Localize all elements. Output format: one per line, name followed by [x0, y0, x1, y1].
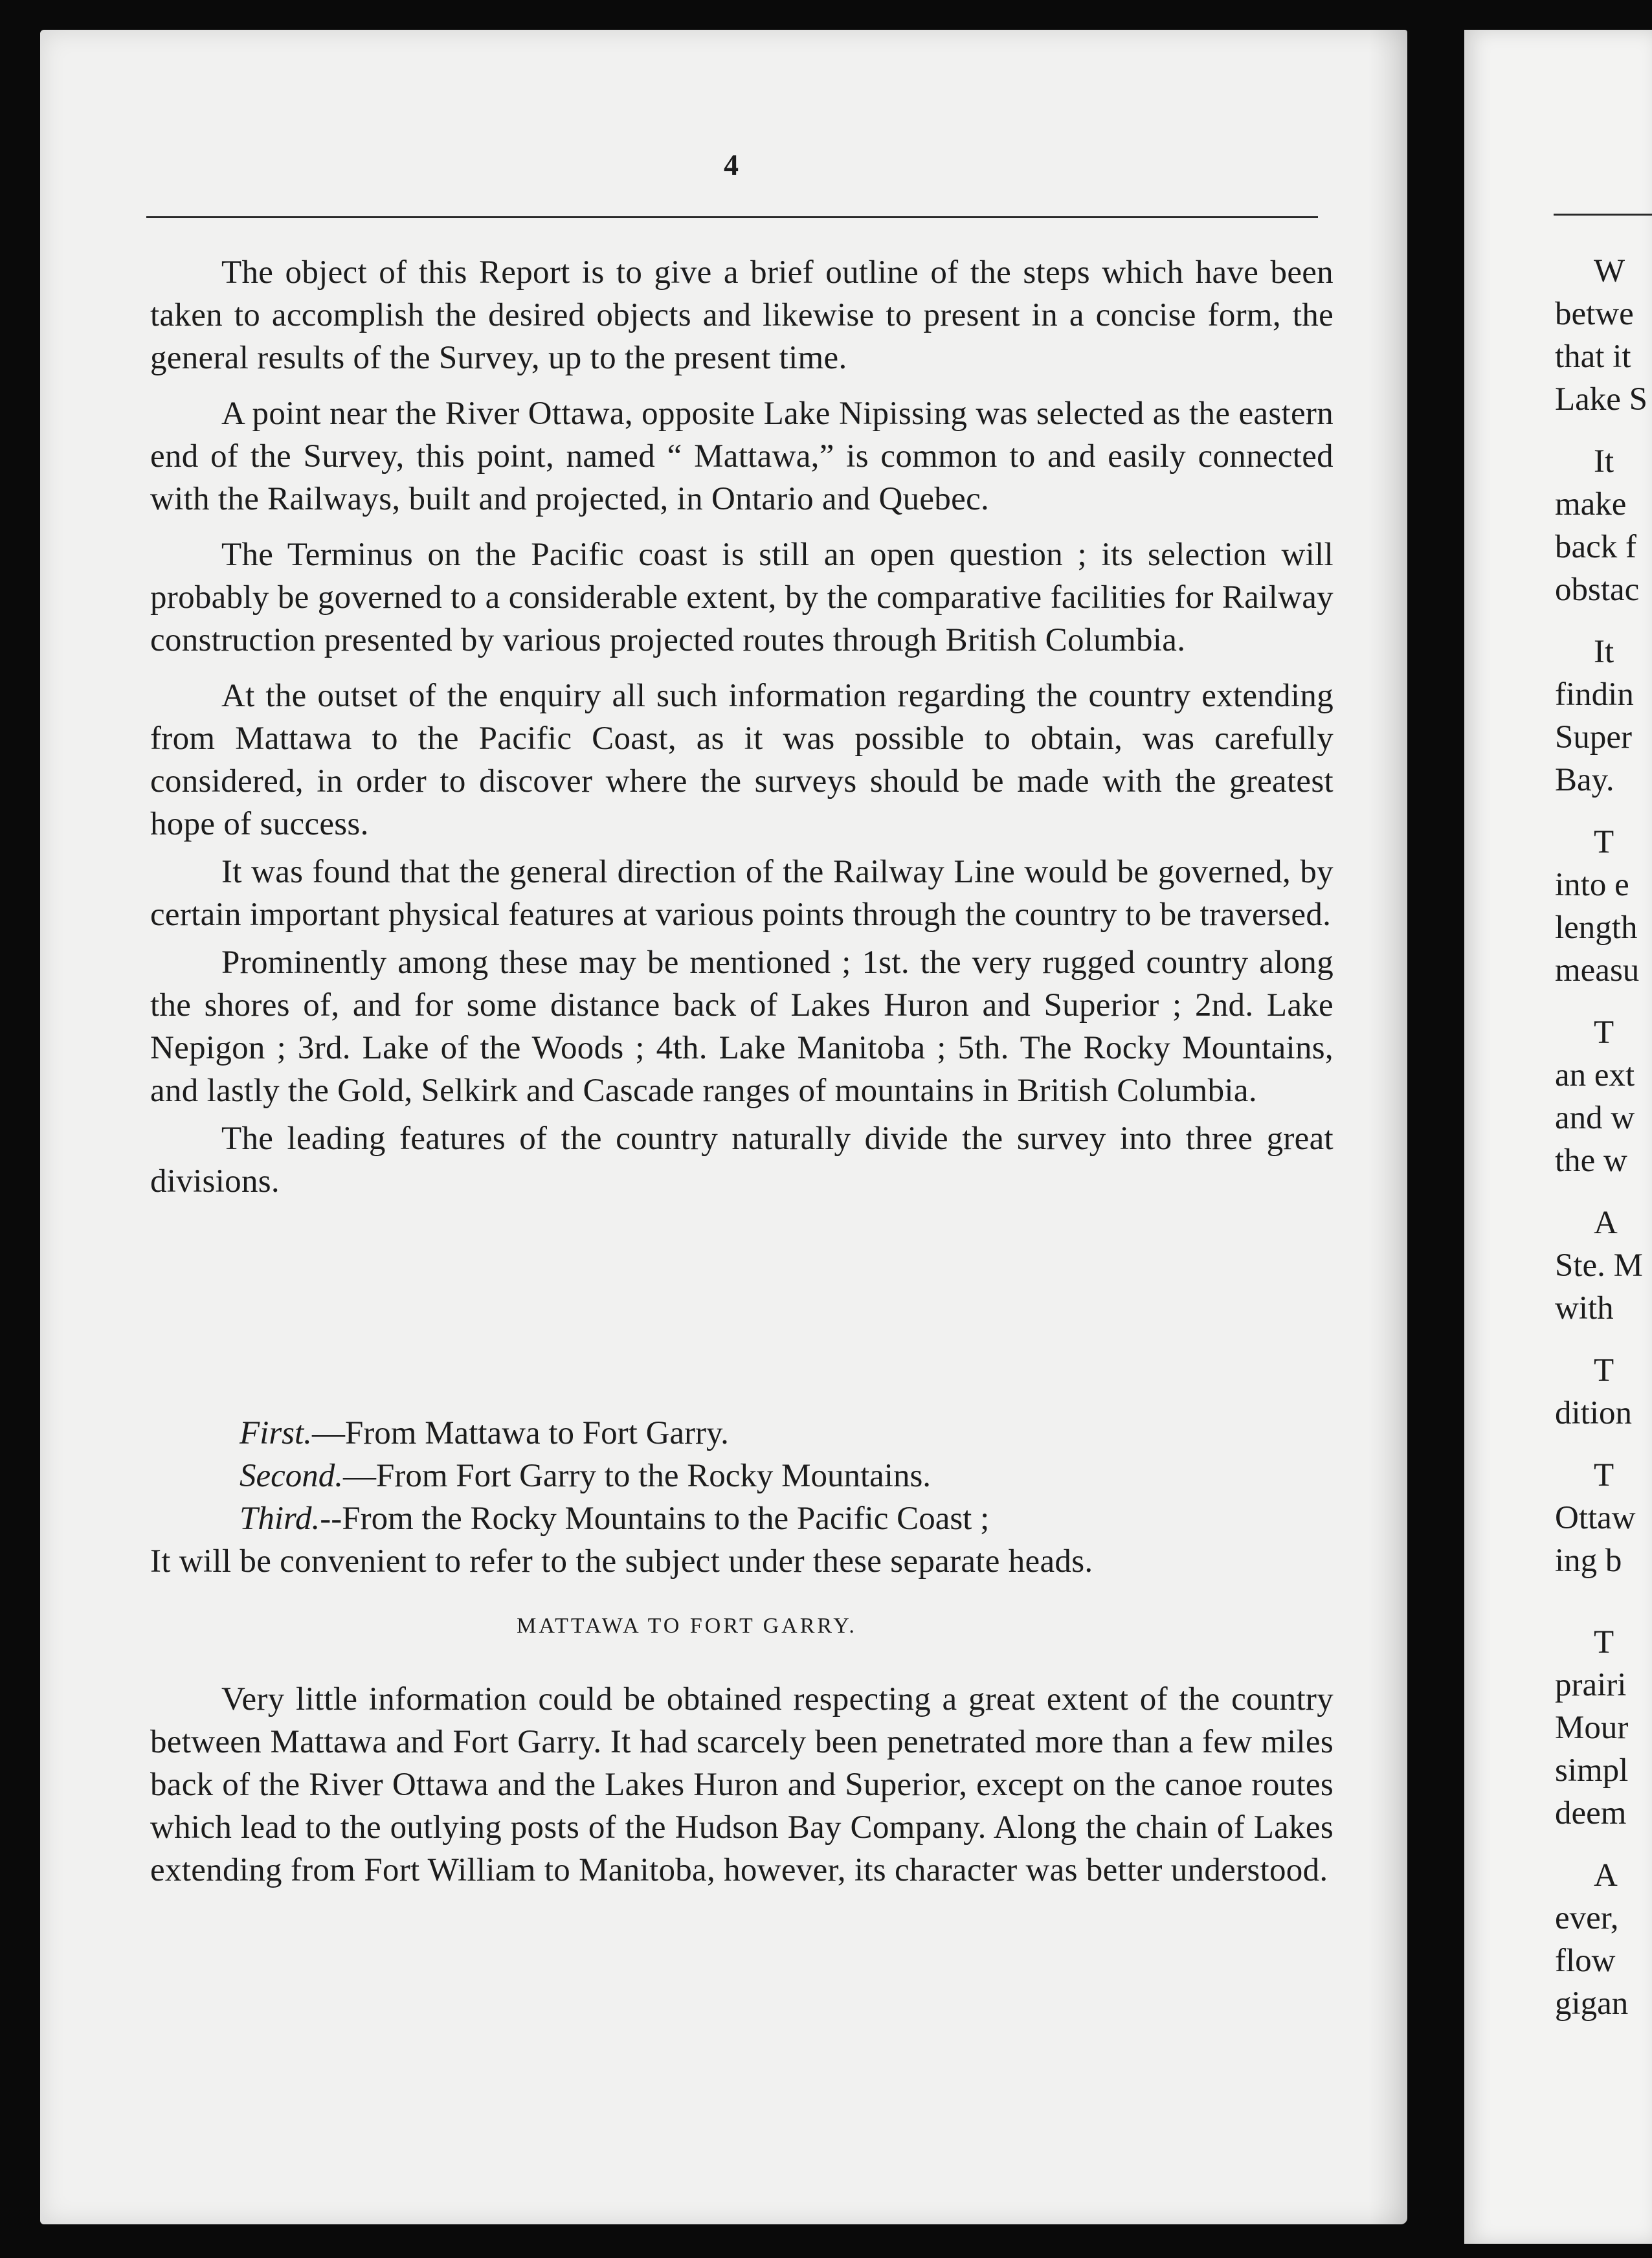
- body-text-bottom: [150, 1678, 1334, 1892]
- right-page-line: T: [1594, 1352, 1614, 1389]
- paragraph-gap: [1555, 1182, 1647, 1202]
- right-page-line: It: [1594, 443, 1614, 480]
- right-page-line: dition: [1555, 1395, 1633, 1431]
- right-page-line: findin: [1555, 676, 1634, 713]
- right-page-line: length: [1555, 910, 1638, 946]
- right-page-line: flow: [1555, 1943, 1616, 1979]
- right-page-line: measu: [1555, 952, 1640, 989]
- paragraph-8: Very little information could be obtained respecting a great extent of the country between Mattawa and Fort Garry. It had scarcely been penetrated more than a few miles back of the River Ottawa and the Lakes Huron and Superior, except on the canoe routes which lead to the outlying posts of the Hudson Bay Company. Along the chain of Lakes extending from Fort William to Manitoba, however, its character was better understood.: [150, 1681, 1334, 1888]
- closing-line: [150, 1540, 1334, 1583]
- right-page-line: betwe: [1555, 296, 1634, 332]
- right-page-line: A: [1594, 1205, 1618, 1241]
- right-page-line: T: [1594, 1014, 1614, 1051]
- right-page-line: into e: [1555, 867, 1629, 903]
- paragraph-gap: [1555, 421, 1647, 440]
- paragraph-4: At the outset of the enquiry all such information regarding the country extending from Mattawa to the Pacific Coast, as it was possible to obtain, was carefully considered, in order to discover where the surveys should be made with the greatest hope of success.: [150, 678, 1334, 842]
- paragraph-gap: [1555, 1582, 1647, 1621]
- right-page-line: with: [1555, 1290, 1614, 1326]
- division-third: [240, 1497, 989, 1540]
- division-lead: First.: [240, 1415, 312, 1451]
- right-page-line: Bay.: [1555, 762, 1614, 798]
- right-page-line: the w: [1555, 1143, 1627, 1179]
- section-heading-text: MATTAWA TO FORT GARRY.: [517, 1614, 857, 1638]
- paragraph-gap: [1555, 1330, 1647, 1349]
- division-first: [240, 1412, 729, 1455]
- right-page-line: Ottaw: [1555, 1500, 1636, 1536]
- right-page-line: back f: [1555, 529, 1637, 565]
- right-page-line: T: [1594, 824, 1614, 860]
- right-page-line: make: [1555, 486, 1627, 522]
- right-page-line: Super: [1555, 719, 1632, 755]
- paragraph-3: The Terminus on the Pacific coast is still an open question ; its selection will probably be governed to a considerable extent, by the comparative facilities for Railway construction presented by various projected routes through British Columbia.: [150, 537, 1334, 658]
- right-page-line: gigan: [1555, 1985, 1629, 2022]
- division-lead: Third.: [240, 1501, 320, 1537]
- header-rule: [146, 216, 1318, 218]
- page-number: 4: [724, 148, 739, 181]
- paragraph-gap: [1555, 992, 1647, 1011]
- paragraph-6: Prominently among these may be mentioned ; 1st. the very rugged country along the shores of, and for some distance back of Lakes Huron and Superior ; 2nd. Lake Nepigon ; 3rd. Lake of the Woods ; 4th. Lake Manitoba ; 5th. The Rocky Mountains, and lastly the Gold, Selkirk and Cascade ranges of mountains in British Columbia.: [150, 945, 1334, 1109]
- section-heading: [0, 1614, 1652, 1638]
- right-page-line: A: [1594, 1857, 1618, 1894]
- right-page-line: that it: [1555, 339, 1631, 375]
- right-page-line: simpl: [1555, 1752, 1629, 1789]
- right-page-line: an ext: [1555, 1057, 1635, 1093]
- paragraph-1: The object of this Report is to give a brief outline of the steps which have been taken to accomplish the desired objects and likewise to present in a concise form, the general results of the Survey, up to the present time.: [150, 254, 1334, 376]
- right-page-line: Lake S: [1555, 381, 1648, 418]
- right-page-line: T: [1594, 1457, 1614, 1493]
- paragraph-gap: [1555, 1435, 1647, 1454]
- division-text: —From Fort Garry to the Rocky Mountains.: [343, 1458, 932, 1494]
- right-page-line: prairi: [1555, 1667, 1627, 1703]
- right-header-rule: [1554, 214, 1652, 216]
- right-page-line: obstac: [1555, 572, 1640, 608]
- paragraph-2: A point near the River Ottawa, opposite Lake Nipissing was selected as the eastern end of the Survey, this point, named “ Mattawa,” is common to and easily connected with the Railways, built and projected, in Ontario and Quebec.: [150, 396, 1334, 517]
- paragraph-gap: [1555, 611, 1647, 631]
- closing-text: It will be convenient to refer to the subject under these separate heads.: [150, 1543, 1093, 1580]
- division-text: --From the Rocky Mountains to the Pacific Coast ;: [320, 1501, 990, 1537]
- right-page-line: deem: [1555, 1795, 1627, 1831]
- paragraph-5: It was found that the general direction of the Railway Line would be governed, by certain important physical features at various points through the country to be traversed.: [150, 854, 1334, 933]
- right-page-line: T: [1594, 1624, 1614, 1660]
- paragraph-gap: [1555, 801, 1647, 821]
- right-page-line: Mour: [1555, 1710, 1629, 1746]
- right-page-text: [1555, 250, 1647, 2025]
- division-lead: Second.: [240, 1458, 344, 1494]
- right-page-line: W: [1594, 253, 1625, 289]
- paragraph-gap: [1555, 1835, 1647, 1854]
- right-page-line: It: [1594, 634, 1614, 670]
- right-page-line: and w: [1555, 1100, 1635, 1136]
- paragraph-7: The leading features of the country naturally divide the survey into three great divisions.: [150, 1121, 1334, 1200]
- body-text-top: [150, 251, 1334, 1203]
- right-page-line: ever,: [1555, 1900, 1619, 1936]
- right-page-line: ing b: [1555, 1543, 1622, 1579]
- right-page-line: Ste. M: [1555, 1247, 1644, 1284]
- division-text: —From Mattawa to Fort Garry.: [311, 1415, 729, 1451]
- division-second: [240, 1455, 931, 1497]
